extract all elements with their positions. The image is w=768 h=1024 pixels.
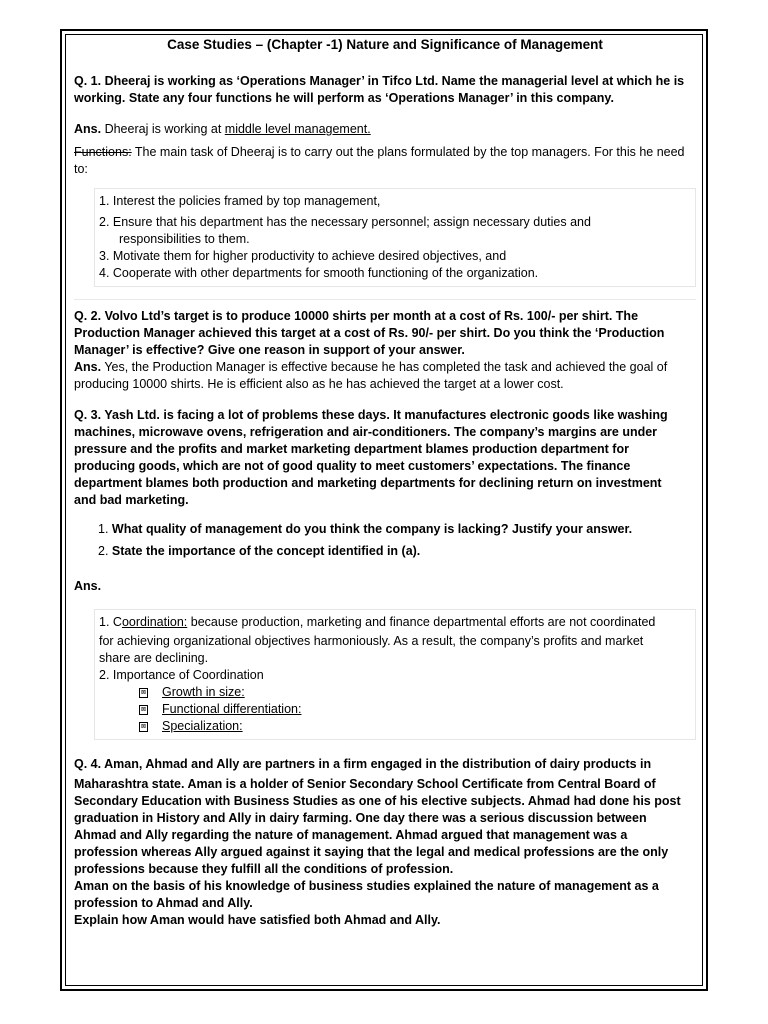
answer-line: for achieving organizational objectives harmoniously. As a result, the company’s profits and market — [99, 634, 644, 648]
checkbox-bullet-icon: ⊠ — [140, 723, 147, 730]
answer-underlined: oordination: — [121, 615, 188, 629]
sub-questions — [94, 517, 696, 564]
list-item: 3. Motivate them for higher productivity to achieve desired objectives, and — [99, 249, 507, 263]
question-line: Explain how Aman would have satisfied both Ahmad and Ally. — [74, 913, 441, 927]
sub-question-text: State the importance of the concept identified in (a). — [111, 544, 421, 558]
bullet-text: Growth in size: — [162, 685, 245, 699]
question-line: professions because they fulfill all the conditions of profession. — [74, 862, 454, 876]
divider — [74, 299, 696, 300]
question-line: producing goods, which are not of good quality to meet customers’ expectations. The finance — [74, 459, 631, 473]
question-line: profession whereas Ally argued against it saying that the legal and medical professions are the only — [74, 845, 669, 859]
sub-question-text: What quality of management do you think the company is lacking? Justify your answer. — [111, 522, 633, 536]
answer-line: 2. Importance of Coordination — [99, 668, 264, 682]
list-item — [139, 718, 693, 735]
list-item: 2. Ensure that his department has the necessary personnel; assign necessary duties and — [99, 215, 591, 229]
page-title: Case Studies – (Chapter -1) Nature and Significance of Management — [167, 37, 603, 52]
list-item: responsibilities to them. — [119, 232, 250, 246]
answer-label: Ans. — [74, 122, 102, 136]
list-item — [139, 701, 693, 718]
question-line: Q. 2. Volvo Ltd’s target is to produce 10000 shirts per month at a cost of Rs. 100/- per shirt. The — [74, 309, 639, 323]
answer-underlined: middle level management. — [224, 122, 371, 136]
answer-3-label-row — [74, 578, 696, 595]
question-line: Manager’ is effective? Give one reason in support of your answer. — [74, 343, 465, 357]
question-2 — [74, 308, 696, 359]
list-item: 1. Interest the policies framed by top management, — [99, 194, 381, 208]
sub-question-number: 1. — [98, 522, 109, 536]
question-line: department blames both production and marketing departments for declining return on investment — [74, 476, 662, 490]
question-line: graduation in History and Ally in dairy farming. One day there was a serious discussion between — [74, 811, 647, 825]
answer-point — [99, 614, 693, 631]
question-line: Ahmad and Ally regarding the nature of management. Ahmad argued that management was a — [74, 828, 628, 842]
question-line: Q. 4. Aman, Ahmad and Ally are partners in a firm engaged in the distribution of dairy products in — [74, 757, 652, 771]
question-4 — [74, 756, 696, 929]
answer-line: share are declining. — [99, 651, 209, 665]
answer-prefix: 1. C — [99, 615, 122, 629]
question-line: Aman on the basis of his knowledge of business studies explained the nature of management as a — [74, 879, 659, 893]
list-item: 4. Cooperate with other departments for smooth functioning of the organization. — [99, 266, 539, 280]
question-line: pressure and the profits and market marketing department blames production department for — [74, 442, 629, 456]
document-content — [74, 34, 696, 943]
functions-paragraph — [74, 144, 696, 178]
answer-text: Dheeraj is working at — [104, 122, 222, 136]
bullet-text: Functional differentiation: — [162, 702, 302, 716]
answer-text: because production, marketing and finance departmental efforts are not coordinated — [187, 615, 656, 629]
question-line: Q. 1. Dheeraj is working as ‘Operations Manager’ in Tifco Ltd. Name the managerial level at which he is — [74, 74, 685, 88]
question-line: and bad marketing. — [74, 493, 189, 507]
question-line: machines, microwave ovens, refrigeration and air-conditioners. The company’s margins are under — [74, 425, 658, 439]
importance-list — [139, 684, 693, 735]
question-1 — [74, 73, 696, 107]
answer-2 — [74, 359, 696, 393]
answer-1 — [74, 121, 696, 138]
answer-label: Ans. — [74, 360, 102, 374]
functions-text: The main task of Dheeraj is to carry out the plans formulated by the top managers. For this he need to: — [74, 145, 685, 176]
sub-question-number: 2. — [98, 544, 109, 558]
checkbox-bullet-icon: ⊠ — [140, 689, 147, 696]
bullet-text: Specialization: — [162, 719, 243, 733]
question-3 — [74, 407, 696, 509]
sub-question — [98, 543, 694, 560]
question-line: profession to Ahmad and Ally. — [74, 896, 253, 910]
answer-text: Yes, the Production Manager is effective because he has completed the task and achieved the goal of producing 10000 shirts. He is efficient also as he has achieved the target at a lower cost. — [74, 360, 668, 391]
functions-list — [94, 188, 696, 287]
question-line: Production Manager achieved this target at a cost of Rs. 90/- per shirt. Do you think the ‘Production — [74, 326, 665, 340]
question-line: Secondary Education with Business Studies as one of his elective subjects. Ahmad had done his post — [74, 794, 681, 808]
question-line: working. State any four functions he will perform as ‘Operations Manager’ in this company. — [74, 91, 614, 105]
functions-label: Functions: — [74, 145, 132, 159]
sub-question — [98, 521, 694, 538]
answer-label: Ans. — [74, 579, 102, 593]
checkbox-bullet-icon: ⊠ — [140, 706, 147, 713]
question-line: Maharashtra state. Aman is a holder of Senior Secondary School Certificate from Central Board of — [74, 777, 656, 791]
answer-3 — [94, 609, 696, 740]
question-line: Q. 3. Yash Ltd. is facing a lot of problems these days. It manufactures electronic goods like washing — [74, 408, 668, 422]
list-item — [139, 684, 693, 701]
